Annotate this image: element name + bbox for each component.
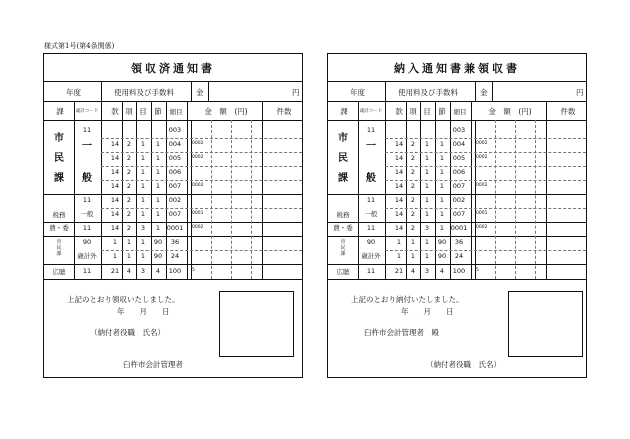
header-kan: 款 bbox=[395, 107, 403, 116]
cell-kou: 2 bbox=[410, 224, 416, 232]
divider bbox=[328, 236, 586, 237]
cell-code: 90 bbox=[82, 238, 92, 246]
cell-saimoku: 0001 bbox=[450, 224, 468, 232]
cell-code: 11 bbox=[82, 267, 92, 275]
cell-kou: 2 bbox=[410, 210, 416, 218]
divider bbox=[450, 101, 451, 279]
cell-moku: 1 bbox=[424, 238, 430, 246]
cell-kan: 14 bbox=[110, 224, 120, 232]
cell-kou: 2 bbox=[126, 168, 132, 176]
cell-code: 一般 bbox=[80, 210, 94, 218]
header-kou: 項 bbox=[409, 107, 417, 116]
dept-noui: 農・委 bbox=[49, 224, 69, 232]
cell-saimoku: 007 bbox=[452, 182, 466, 190]
divider bbox=[136, 101, 137, 279]
treasurer-name: 臼杵市会計管理者 bbox=[123, 360, 183, 369]
divider bbox=[385, 138, 586, 139]
cell-setsu: 90 bbox=[437, 252, 447, 260]
header-setsu: 節 bbox=[154, 107, 162, 116]
divider bbox=[328, 279, 586, 280]
dept-ippan-1: 一 bbox=[366, 141, 376, 152]
cell-saimoku: 005 bbox=[168, 154, 182, 162]
cell-saimoku: 36 bbox=[170, 238, 180, 246]
divider bbox=[358, 101, 359, 279]
yen-label: 円 bbox=[292, 88, 300, 97]
cell-moku: 1 bbox=[140, 252, 146, 260]
cell-kan: 14 bbox=[110, 154, 120, 162]
cell-note: 0002 bbox=[476, 183, 488, 188]
amount-label: 金 bbox=[196, 88, 204, 97]
cell-setsu: 1 bbox=[155, 210, 161, 218]
cell-code: 11 bbox=[366, 196, 376, 204]
header-ka: 課 bbox=[340, 107, 348, 116]
cell-note: 0002 bbox=[192, 141, 204, 146]
divider bbox=[251, 120, 252, 279]
divider bbox=[328, 120, 586, 121]
cell-note: 0002 bbox=[192, 155, 204, 160]
divider bbox=[385, 208, 586, 209]
cell-kou: 2 bbox=[126, 196, 132, 204]
cell-note: 5 bbox=[476, 268, 479, 273]
cell-kan: 14 bbox=[394, 140, 404, 148]
divider bbox=[44, 194, 302, 195]
header-code: 歳計コード bbox=[75, 109, 99, 114]
cell-setsu: 1 bbox=[439, 168, 445, 176]
divider bbox=[495, 120, 496, 279]
divider bbox=[535, 120, 536, 279]
cell-kou: 2 bbox=[126, 224, 132, 232]
divider bbox=[385, 250, 586, 251]
dept-ippan-1: 一 bbox=[82, 141, 92, 152]
form-title: 納入通知書兼領収書 bbox=[328, 54, 586, 82]
cell-moku: 1 bbox=[140, 168, 146, 176]
header-kou: 項 bbox=[125, 107, 133, 116]
divider bbox=[74, 101, 75, 279]
cell-kou: 2 bbox=[126, 140, 132, 148]
cell-saimoku: 0001 bbox=[166, 224, 184, 232]
cell-moku: 3 bbox=[140, 224, 146, 232]
cell-saimoku: 006 bbox=[168, 168, 182, 176]
cell-saimoku: 003 bbox=[168, 126, 182, 134]
cell-setsu: 1 bbox=[439, 154, 445, 162]
cell-moku: 1 bbox=[140, 238, 146, 246]
cell-code: 歳計外 bbox=[361, 252, 381, 260]
divider bbox=[101, 208, 302, 209]
cell-kan: 14 bbox=[394, 224, 404, 232]
cell-kou: 2 bbox=[410, 154, 416, 162]
divider bbox=[101, 250, 302, 251]
cell-setsu: 4 bbox=[439, 267, 445, 275]
cell-kan: 14 bbox=[110, 210, 120, 218]
cell-setsu: 1 bbox=[439, 182, 445, 190]
cell-kan: 14 bbox=[110, 140, 120, 148]
dept-ippan-2: 般 bbox=[366, 173, 376, 184]
cell-setsu: 1 bbox=[155, 224, 161, 232]
cell-moku: 1 bbox=[140, 140, 146, 148]
cell-setsu: 1 bbox=[155, 196, 161, 204]
cell-saimoku: 003 bbox=[452, 126, 466, 134]
cell-setsu: 90 bbox=[153, 238, 163, 246]
receipt-notice-form bbox=[43, 53, 303, 378]
cell-kan: 14 bbox=[394, 210, 404, 218]
cell-saimoku: 24 bbox=[170, 252, 180, 260]
stamp-box bbox=[219, 291, 294, 357]
payer-name-line: （納付者役職 氏名） bbox=[426, 360, 501, 369]
fee-label: 使用料及び手数料 bbox=[398, 88, 458, 97]
divider bbox=[420, 101, 421, 279]
cell-saimoku: 004 bbox=[452, 140, 466, 148]
divider bbox=[385, 152, 586, 153]
header-kingaku: 金 額 (円) bbox=[488, 107, 532, 116]
cell-moku: 3 bbox=[424, 224, 430, 232]
cell-kou: 2 bbox=[126, 182, 132, 190]
cell-code: 11 bbox=[82, 126, 92, 134]
cell-kan: 14 bbox=[110, 168, 120, 176]
cell-moku: 1 bbox=[140, 154, 146, 162]
divider bbox=[191, 81, 192, 101]
header-setsu: 節 bbox=[438, 107, 446, 116]
dept-kouhou: 広聴 bbox=[52, 268, 66, 276]
footer-statement: 上記のとおり納付いたしました。 bbox=[351, 295, 464, 304]
cell-setsu: 1 bbox=[155, 140, 161, 148]
divider bbox=[385, 180, 586, 181]
dept-shimin-small-2: 民 bbox=[56, 245, 62, 251]
cell-kan: 1 bbox=[396, 238, 402, 246]
header-kan: 款 bbox=[111, 107, 119, 116]
stamp-box bbox=[508, 291, 583, 357]
cell-kan: 1 bbox=[112, 238, 118, 246]
cell-setsu: 90 bbox=[437, 238, 447, 246]
cell-kou: 2 bbox=[410, 196, 416, 204]
cell-kan: 14 bbox=[394, 182, 404, 190]
cell-saimoku: 007 bbox=[168, 210, 182, 218]
cell-code: 歳計外 bbox=[77, 252, 97, 260]
page-label: 様式第1号(第4条関係) bbox=[44, 42, 115, 50]
divider bbox=[101, 180, 302, 181]
divider bbox=[492, 81, 493, 101]
dept-shimin-1: 市 bbox=[338, 133, 348, 144]
cell-setsu: 1 bbox=[155, 154, 161, 162]
divider bbox=[44, 222, 302, 223]
cell-moku: 1 bbox=[424, 252, 430, 260]
cell-moku: 1 bbox=[424, 140, 430, 148]
cell-saimoku: 100 bbox=[452, 267, 466, 275]
divider bbox=[122, 101, 123, 279]
header-moku: 目 bbox=[423, 107, 431, 116]
cell-setsu: 1 bbox=[439, 210, 445, 218]
cell-kan: 21 bbox=[110, 267, 120, 275]
cell-saimoku: 007 bbox=[168, 182, 182, 190]
cell-moku: 3 bbox=[140, 267, 146, 275]
cell-saimoku: 005 bbox=[452, 154, 466, 162]
divider bbox=[328, 101, 586, 102]
cell-kan: 1 bbox=[112, 252, 118, 260]
treasurer-addressee: 臼杵市会計管理者 殿 bbox=[364, 328, 439, 337]
divider bbox=[101, 101, 102, 279]
divider bbox=[44, 101, 302, 102]
cell-kan: 14 bbox=[394, 154, 404, 162]
fee-label: 使用料及び手数料 bbox=[114, 88, 174, 97]
divider bbox=[475, 81, 476, 101]
cell-kou: 4 bbox=[410, 267, 416, 275]
footer-date: 年 月 日 bbox=[117, 307, 170, 316]
cell-kan: 14 bbox=[394, 168, 404, 176]
cell-setsu: 1 bbox=[439, 140, 445, 148]
dept-zeimu: 税務 bbox=[52, 211, 66, 219]
divider bbox=[208, 81, 209, 101]
yen-label: 円 bbox=[576, 88, 584, 97]
divider bbox=[44, 264, 302, 265]
dept-shimin-small-3: 課 bbox=[340, 251, 346, 257]
divider bbox=[166, 101, 167, 279]
form-title: 領収済通知書 bbox=[44, 54, 302, 82]
divider bbox=[385, 101, 386, 279]
cell-saimoku: 002 bbox=[452, 196, 466, 204]
cell-setsu: 1 bbox=[155, 168, 161, 176]
cell-setsu: 90 bbox=[153, 252, 163, 260]
divider bbox=[515, 120, 516, 279]
divider bbox=[435, 101, 436, 279]
cell-saimoku: 100 bbox=[168, 267, 182, 275]
year-label: 年度 bbox=[350, 88, 365, 97]
divider bbox=[328, 194, 586, 195]
dept-shimin-small-1: 市 bbox=[340, 239, 346, 245]
cell-kan: 14 bbox=[110, 182, 120, 190]
cell-kan: 14 bbox=[110, 196, 120, 204]
cell-code: 11 bbox=[82, 224, 92, 232]
header-kensu: 件数 bbox=[276, 107, 292, 116]
divider bbox=[385, 81, 386, 101]
dept-zeimu: 税務 bbox=[336, 211, 350, 219]
header-kensu: 件数 bbox=[560, 107, 576, 116]
year-label: 年度 bbox=[66, 88, 81, 97]
cell-code: 11 bbox=[366, 267, 376, 275]
cell-moku: 1 bbox=[140, 210, 146, 218]
cell-note: 0002 bbox=[476, 155, 488, 160]
dept-shimin-3: 課 bbox=[54, 173, 64, 184]
cell-note: 0001 bbox=[192, 211, 204, 216]
divider bbox=[406, 101, 407, 279]
cell-code: 90 bbox=[366, 238, 376, 246]
cell-kan: 21 bbox=[394, 267, 404, 275]
dept-noui: 農・委 bbox=[333, 224, 353, 232]
divider bbox=[44, 279, 302, 280]
dept-shimin-2: 民 bbox=[54, 153, 64, 164]
cell-kou: 2 bbox=[410, 140, 416, 148]
dept-ippan-2: 般 bbox=[82, 173, 92, 184]
footer-statement: 上記のとおり領収いたしました。 bbox=[67, 295, 180, 304]
cell-saimoku: 002 bbox=[168, 196, 182, 204]
cell-moku: 1 bbox=[424, 154, 430, 162]
cell-moku: 3 bbox=[424, 267, 430, 275]
divider bbox=[44, 236, 302, 237]
divider bbox=[231, 120, 232, 279]
dept-shimin-small-2: 民 bbox=[340, 245, 346, 251]
cell-code: 11 bbox=[82, 196, 92, 204]
cell-saimoku: 36 bbox=[454, 238, 464, 246]
dept-shimin-3: 課 bbox=[338, 173, 348, 184]
cell-setsu: 1 bbox=[439, 224, 445, 232]
cell-kan: 1 bbox=[396, 252, 402, 260]
header-ka: 課 bbox=[56, 107, 64, 116]
cell-code: 11 bbox=[366, 126, 376, 134]
cell-note: 0002 bbox=[476, 225, 488, 230]
header-saimoku: 細目 bbox=[453, 108, 467, 116]
cell-note: 0002 bbox=[476, 141, 488, 146]
dept-shimin-small-3: 課 bbox=[56, 251, 62, 257]
cell-setsu: 4 bbox=[155, 267, 161, 275]
cell-kou: 2 bbox=[126, 154, 132, 162]
payment-notice-receipt-form bbox=[327, 53, 587, 378]
divider bbox=[328, 264, 586, 265]
divider bbox=[101, 138, 302, 139]
cell-kou: 2 bbox=[410, 182, 416, 190]
divider bbox=[151, 101, 152, 279]
cell-kou: 1 bbox=[410, 238, 416, 246]
cell-kan: 14 bbox=[394, 196, 404, 204]
cell-moku: 1 bbox=[424, 168, 430, 176]
cell-saimoku: 007 bbox=[452, 210, 466, 218]
dept-shimin-2: 民 bbox=[338, 153, 348, 164]
cell-moku: 1 bbox=[424, 182, 430, 190]
cell-setsu: 1 bbox=[155, 182, 161, 190]
cell-kou: 2 bbox=[126, 210, 132, 218]
cell-setsu: 1 bbox=[439, 196, 445, 204]
cell-kou: 1 bbox=[126, 252, 132, 260]
divider bbox=[385, 166, 586, 167]
cell-kou: 1 bbox=[126, 238, 132, 246]
cell-saimoku: 24 bbox=[454, 252, 464, 260]
payer-name-line: （納付者役職 氏名） bbox=[90, 328, 165, 337]
divider bbox=[101, 152, 302, 153]
divider bbox=[101, 81, 102, 101]
cell-kou: 2 bbox=[410, 168, 416, 176]
cell-moku: 1 bbox=[140, 182, 146, 190]
divider bbox=[471, 101, 472, 279]
cell-moku: 1 bbox=[140, 196, 146, 204]
divider bbox=[101, 166, 302, 167]
cell-code: 一般 bbox=[364, 210, 378, 218]
dept-kouhou: 広聴 bbox=[336, 268, 350, 276]
divider bbox=[211, 120, 212, 279]
header-saimoku: 細目 bbox=[169, 108, 183, 116]
dept-shimin-small-1: 市 bbox=[56, 239, 62, 245]
header-moku: 目 bbox=[139, 107, 147, 116]
cell-moku: 1 bbox=[424, 210, 430, 218]
divider bbox=[187, 101, 188, 279]
divider bbox=[546, 101, 547, 279]
cell-kou: 4 bbox=[126, 267, 132, 275]
cell-note: 0001 bbox=[476, 211, 488, 216]
amount-label: 金 bbox=[480, 88, 488, 97]
divider bbox=[328, 222, 586, 223]
header-code: 歳計コード bbox=[359, 109, 383, 114]
footer-date: 年 月 日 bbox=[401, 307, 454, 316]
divider bbox=[44, 120, 302, 121]
cell-note: 0002 bbox=[192, 183, 204, 188]
cell-kou: 1 bbox=[410, 252, 416, 260]
cell-saimoku: 004 bbox=[168, 140, 182, 148]
cell-note: 0002 bbox=[192, 225, 204, 230]
cell-moku: 1 bbox=[424, 196, 430, 204]
cell-code: 11 bbox=[366, 224, 376, 232]
dept-shimin-1: 市 bbox=[54, 133, 64, 144]
divider bbox=[262, 101, 263, 279]
header-kingaku: 金 額 (円) bbox=[204, 107, 248, 116]
cell-note: 5 bbox=[192, 268, 195, 273]
cell-saimoku: 006 bbox=[452, 168, 466, 176]
